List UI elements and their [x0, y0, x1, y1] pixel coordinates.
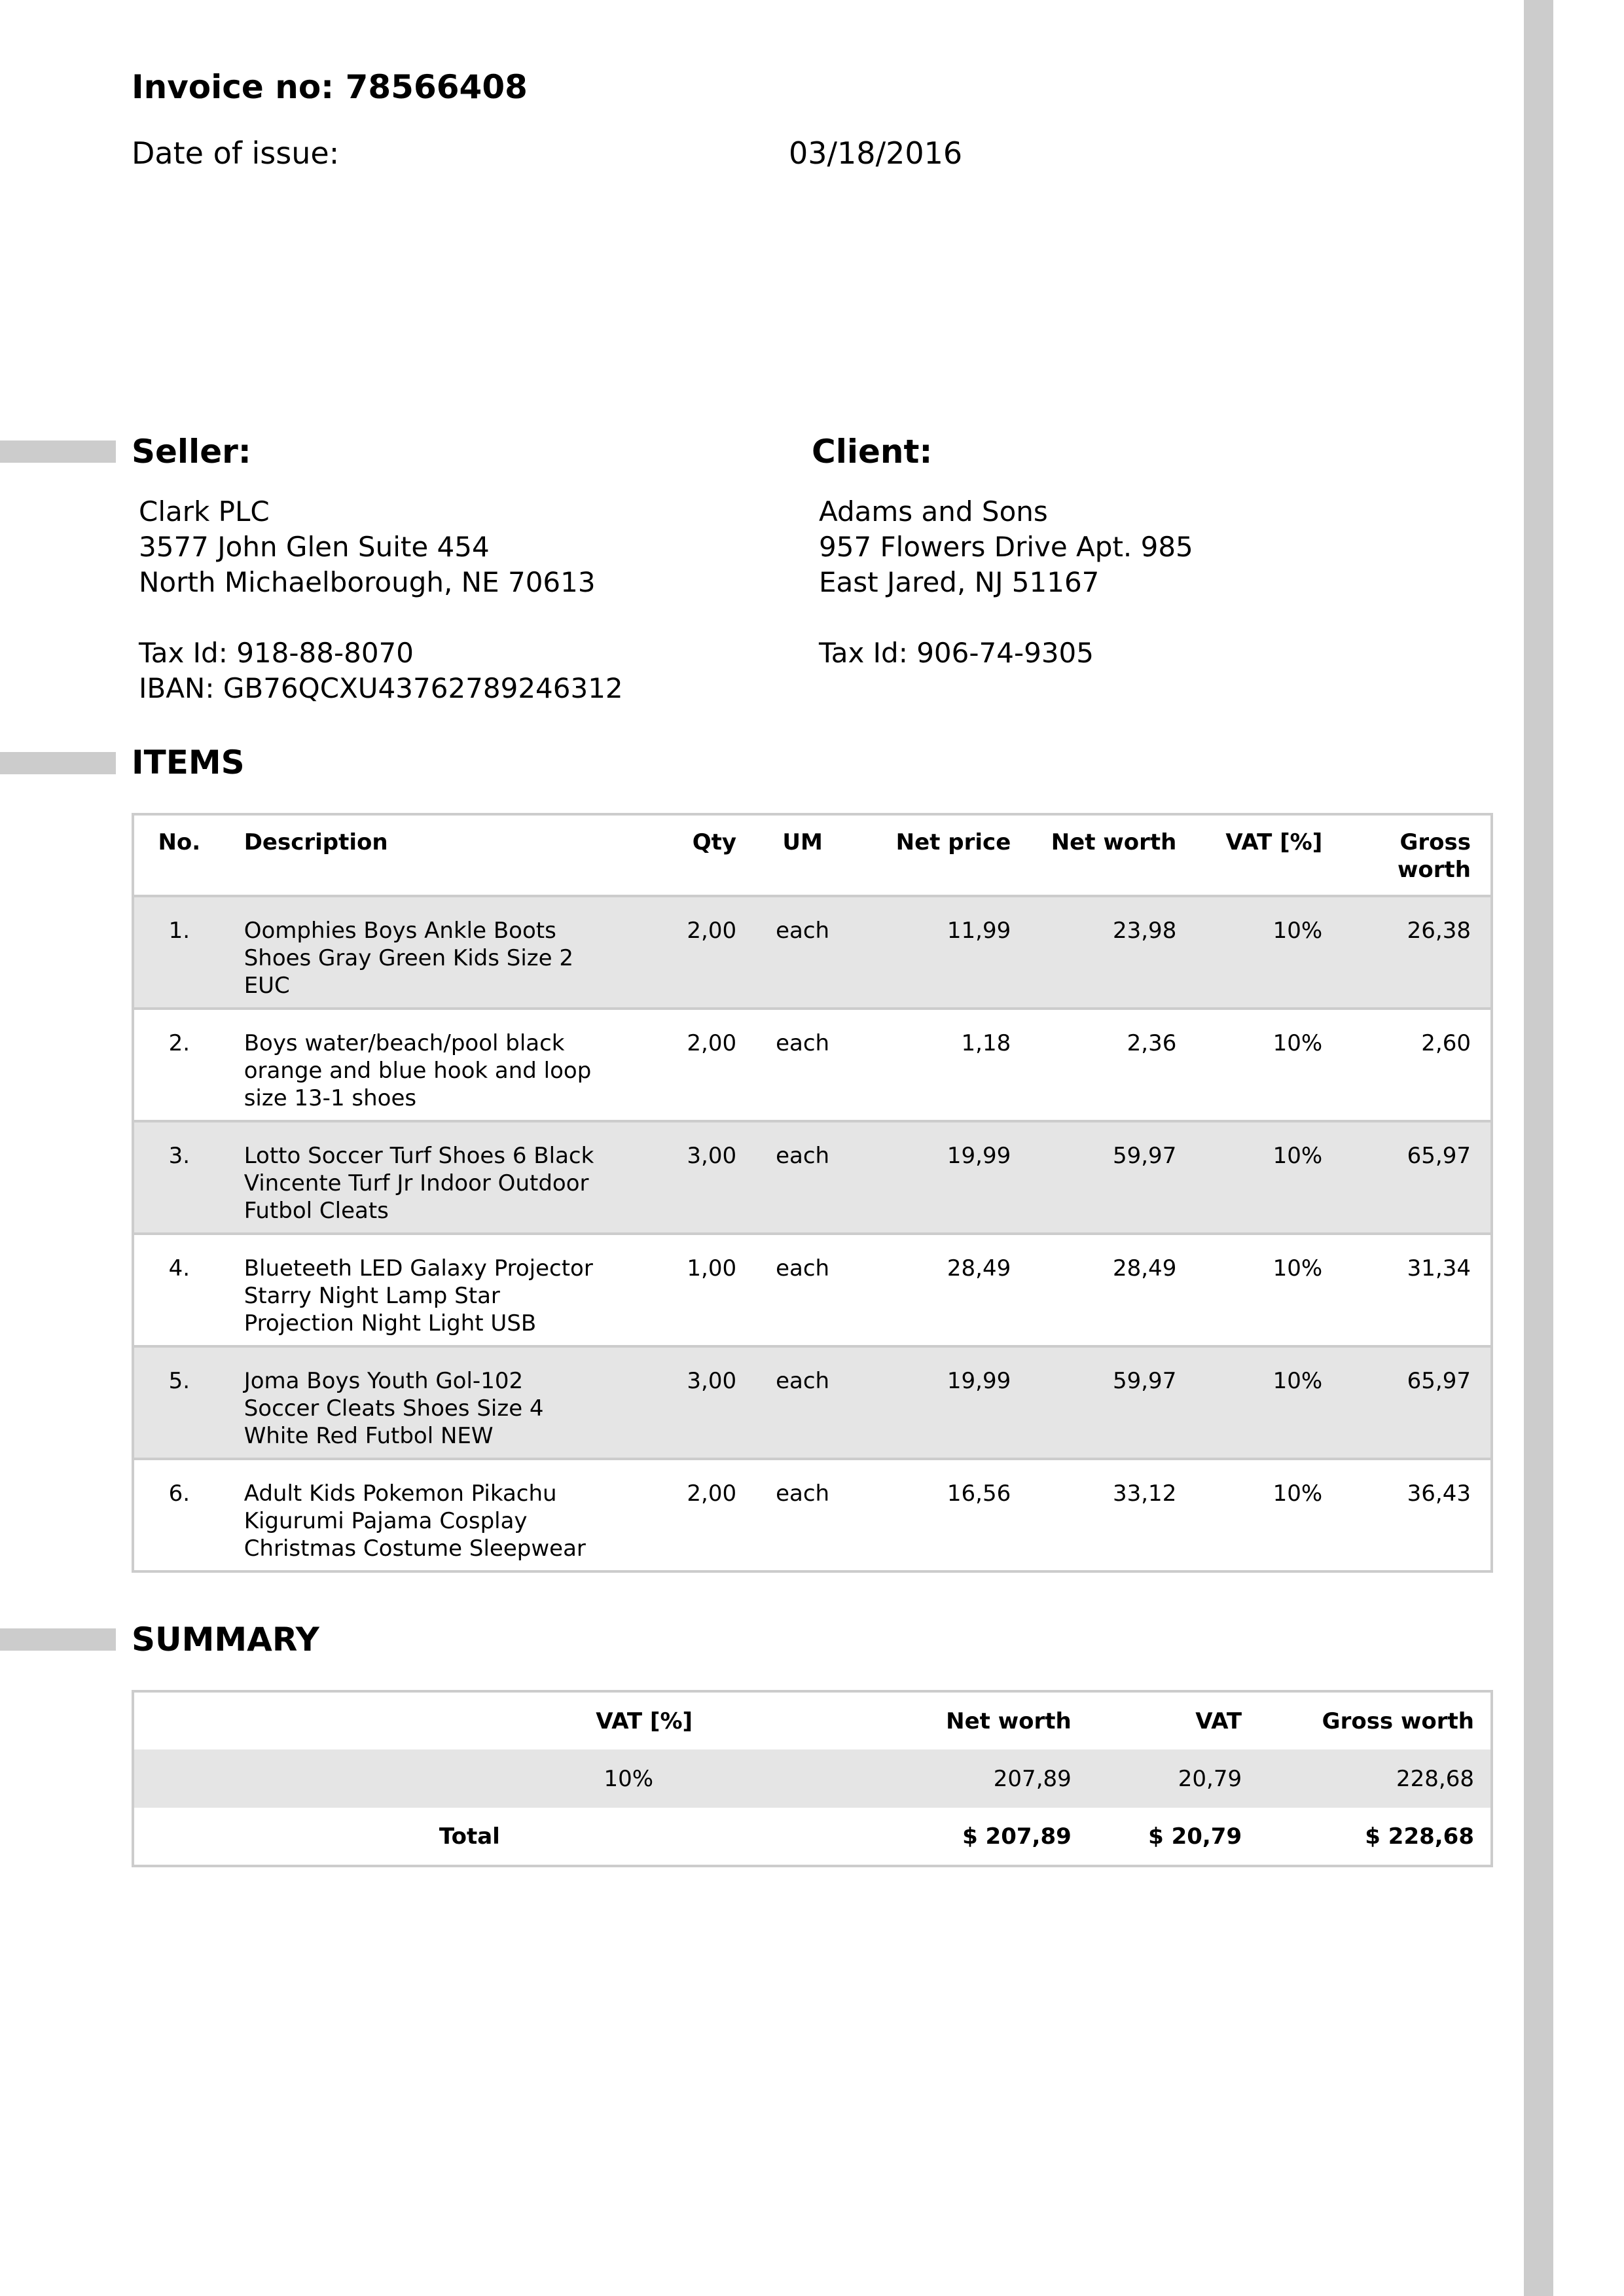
- item-no: 1.: [168, 918, 190, 944]
- item-gross-worth: 2,60: [1421, 1030, 1471, 1056]
- item-no: 3.: [168, 1143, 190, 1169]
- item-gross-worth: 31,34: [1407, 1255, 1471, 1282]
- item-net-worth: 28,49: [1112, 1255, 1177, 1282]
- items-section-marker: [0, 752, 116, 774]
- item-net-price: 19,99: [947, 1368, 1011, 1394]
- table-row: [133, 1009, 1492, 1121]
- item-gross-worth: 65,97: [1407, 1143, 1471, 1169]
- summary-table: [132, 1690, 1493, 1867]
- seller-section-marker: [0, 440, 116, 463]
- table-row: [133, 1346, 1492, 1459]
- items-table: [132, 813, 1493, 1573]
- item-no: 6.: [168, 1480, 190, 1507]
- item-vat: 10%: [1272, 918, 1323, 944]
- col-um: UM: [782, 829, 823, 855]
- summary-total-gross-worth: $ 228,68: [1365, 1823, 1474, 1850]
- summary-col-vat: VAT: [1195, 1708, 1242, 1734]
- table-row: [133, 1121, 1492, 1234]
- item-description: Blueteeth LED Galaxy Projector Starry Night Lamp Star Projection Night Light USB: [244, 1255, 593, 1336]
- summary-heading: SUMMARY: [132, 1621, 319, 1659]
- col-qty: Qty: [692, 829, 737, 855]
- summary-vat: 20,79: [1178, 1765, 1242, 1792]
- client-details: [819, 494, 1193, 671]
- item-vat: 10%: [1272, 1030, 1323, 1056]
- seller-address-line1: 3577 John Glen Suite 454: [139, 531, 490, 563]
- items-heading: ITEMS: [132, 744, 245, 781]
- summary-col-gross-worth: Gross worth: [1322, 1708, 1474, 1734]
- item-um: each: [776, 1480, 830, 1507]
- item-gross-worth: 65,97: [1407, 1368, 1471, 1394]
- summary-net-worth: 207,89: [993, 1765, 1072, 1792]
- table-row: [133, 1234, 1492, 1346]
- item-vat: 10%: [1272, 1480, 1323, 1507]
- item-qty: 2,00: [687, 1030, 737, 1056]
- item-description: Adult Kids Pokemon Pikachu Kigurumi Pajama Cosplay Christmas Costume Sleepwear: [244, 1480, 586, 1562]
- items-header-row: [133, 814, 1492, 896]
- client-tax-id: Tax Id: 906-74-9305: [819, 637, 1094, 669]
- item-vat: 10%: [1272, 1143, 1323, 1169]
- item-description: Boys water/beach/pool black orange and blue hook and loop size 13-1 shoes: [244, 1030, 592, 1111]
- seller-heading: Seller:: [132, 433, 251, 471]
- client-address-line1: 957 Flowers Drive Apt. 985: [819, 531, 1193, 563]
- date-of-issue-label: Date of issue:: [132, 135, 340, 171]
- summary-total-net-worth: $ 207,89: [962, 1823, 1072, 1850]
- summary-col-net-worth: Net worth: [946, 1708, 1072, 1734]
- col-net-worth: Net worth: [1051, 829, 1177, 855]
- summary-total-row: [133, 1808, 1492, 1866]
- table-row: [133, 896, 1492, 1009]
- item-qty: 2,00: [687, 918, 737, 944]
- item-qty: 3,00: [687, 1368, 737, 1394]
- col-description: Description: [244, 829, 388, 855]
- item-gross-worth: 26,38: [1407, 918, 1471, 944]
- invoice-number-title: Invoice no: 78566408: [132, 68, 528, 106]
- item-um: each: [776, 1368, 830, 1394]
- col-gross-worth: Gross worth: [1398, 829, 1471, 883]
- item-net-price: 19,99: [947, 1143, 1011, 1169]
- item-net-worth: 59,97: [1112, 1368, 1177, 1394]
- item-net-price: 11,99: [947, 918, 1011, 944]
- item-vat: 10%: [1272, 1255, 1323, 1282]
- item-description: Joma Boys Youth Gol-102 Soccer Cleats Shoes Size 4 White Red Futbol NEW: [244, 1368, 544, 1449]
- item-qty: 3,00: [687, 1143, 737, 1169]
- item-net-price: 1,18: [961, 1030, 1011, 1056]
- col-vat: VAT [%]: [1225, 829, 1323, 855]
- col-no: No.: [158, 829, 201, 855]
- client-name: Adams and Sons: [819, 495, 1048, 528]
- seller-iban: IBAN: GB76QCXU43762789246312: [139, 672, 623, 704]
- summary-vat-rate: 10%: [604, 1765, 654, 1792]
- item-description: Lotto Soccer Turf Shoes 6 Black Vincente Turf Jr Indoor Outdoor Futbol Cleats: [244, 1143, 594, 1224]
- item-no: 5.: [168, 1368, 190, 1394]
- item-um: each: [776, 918, 830, 944]
- item-vat: 10%: [1272, 1368, 1323, 1394]
- table-row: [133, 1459, 1492, 1571]
- seller-address-line2: North Michaelborough, NE 70613: [139, 566, 596, 598]
- date-of-issue-value: 03/18/2016: [789, 135, 963, 171]
- seller-details: [139, 494, 623, 706]
- item-gross-worth: 36,43: [1407, 1480, 1471, 1507]
- summary-total-vat: $ 20,79: [1148, 1823, 1242, 1850]
- client-address-line2: East Jared, NJ 51167: [819, 566, 1100, 598]
- summary-header-row: [133, 1691, 1492, 1749]
- summary-section-marker: [0, 1628, 116, 1651]
- summary-rate-row: [133, 1749, 1492, 1808]
- item-no: 4.: [168, 1255, 190, 1282]
- item-description: Oomphies Boys Ankle Boots Shoes Gray Green Kids Size 2 EUC: [244, 918, 573, 999]
- seller-name: Clark PLC: [139, 495, 270, 528]
- summary-col-vat-rate: VAT [%]: [596, 1708, 693, 1734]
- item-net-price: 28,49: [947, 1255, 1011, 1282]
- item-net-worth: 2,36: [1127, 1030, 1177, 1056]
- item-no: 2.: [168, 1030, 190, 1056]
- item-qty: 2,00: [687, 1480, 737, 1507]
- item-um: each: [776, 1030, 830, 1056]
- item-net-price: 16,56: [947, 1480, 1011, 1507]
- summary-gross-worth: 228,68: [1396, 1765, 1474, 1792]
- summary-total-label: Total: [439, 1823, 500, 1850]
- right-margin-band: [1524, 0, 1553, 2296]
- seller-tax-id: Tax Id: 918-88-8070: [139, 637, 414, 669]
- item-net-worth: 59,97: [1112, 1143, 1177, 1169]
- item-net-worth: 33,12: [1112, 1480, 1177, 1507]
- item-um: each: [776, 1143, 830, 1169]
- client-heading: Client:: [812, 433, 933, 471]
- item-um: each: [776, 1255, 830, 1282]
- col-net-price: Net price: [895, 829, 1011, 855]
- item-net-worth: 23,98: [1112, 918, 1177, 944]
- item-qty: 1,00: [687, 1255, 737, 1282]
